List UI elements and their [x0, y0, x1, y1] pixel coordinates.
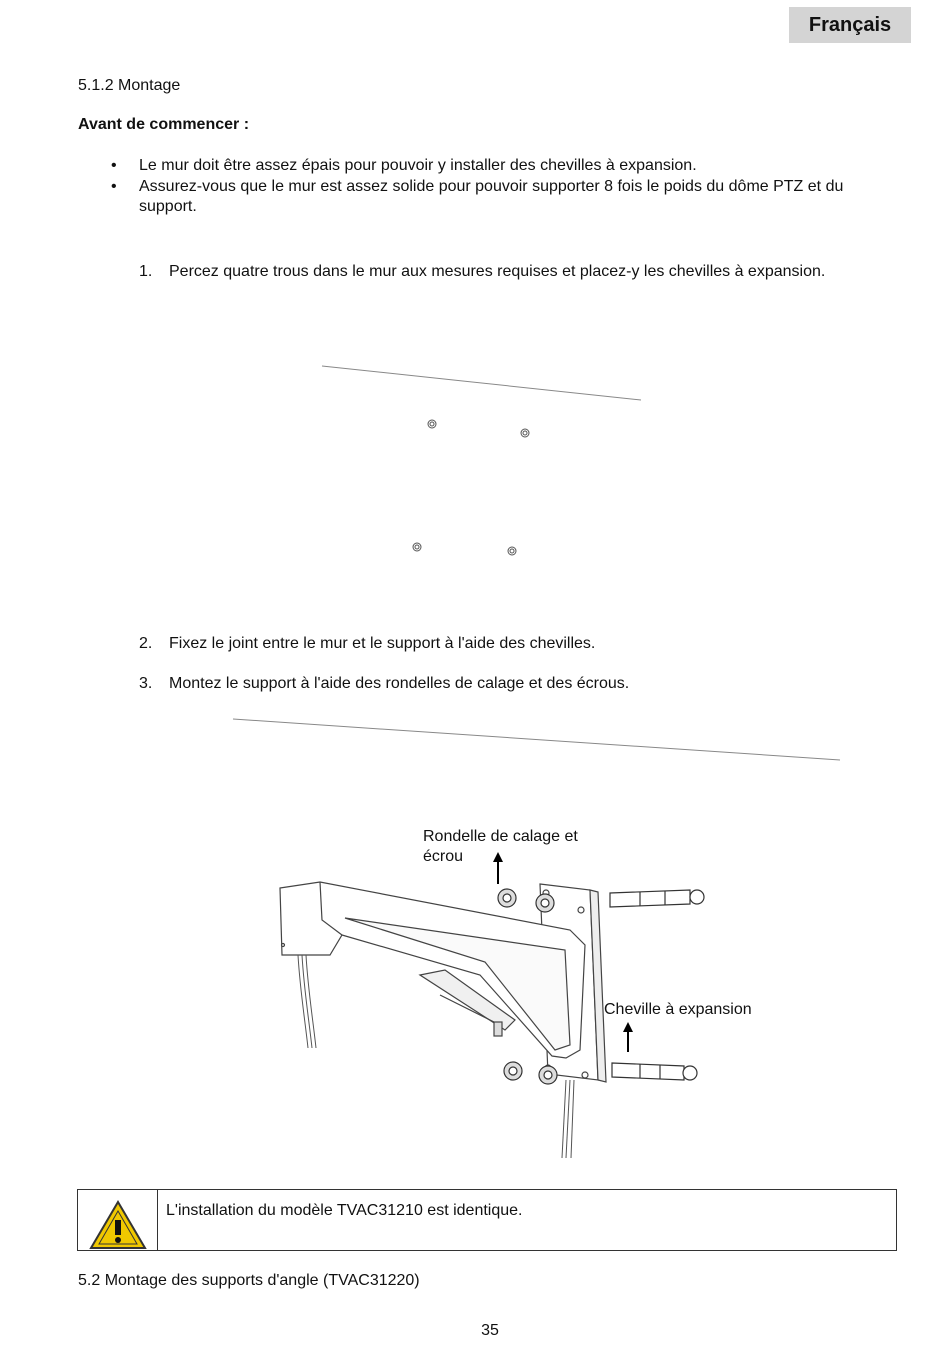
expansion-anchor	[610, 890, 704, 907]
nut-washer	[539, 1066, 557, 1084]
expansion-anchor	[612, 1063, 697, 1080]
step-text: Montez le support à l'aide des rondelles de calage et des écrous.	[169, 675, 630, 692]
washer-nut-label: Rondelle de calage et écrou	[423, 828, 578, 865]
section-title: 5.1.2 Montage	[78, 77, 181, 94]
step-text: Fixez le joint entre le mur et le support à l'aide des chevilles.	[169, 635, 596, 652]
step-number: 2.	[139, 635, 153, 652]
nut-washer	[504, 1062, 522, 1080]
note-box	[77, 1189, 897, 1251]
anchor-label: Cheville à expansion	[604, 1001, 752, 1018]
language-tab: Français	[789, 7, 911, 43]
before-heading: Avant de commencer :	[78, 116, 250, 133]
next-section-title: 5.2 Montage des supports d'angle (TVAC31220)	[78, 1272, 420, 1289]
bullet-item: • Le mur doit être assez épais pour pouvoir y installer des chevilles à expansion.	[139, 156, 899, 176]
warning-icon	[89, 1200, 147, 1250]
bullet-item: • Assurez-vous que le mur est assez solide pour pouvoir supporter 8 fois le poids du dôme PTZ et du support.	[139, 177, 899, 217]
nut-washer	[498, 889, 516, 907]
step-number: 1.	[139, 263, 153, 280]
nut-washer	[536, 894, 554, 912]
page-number: 35	[481, 1322, 499, 1339]
note-icon-cell	[78, 1190, 158, 1250]
step-number: 3.	[139, 675, 153, 692]
step-text: Percez quatre trous dans le mur aux mesures requises et placez-y les chevilles à expansion.	[169, 263, 826, 280]
note-text: L'installation du modèle TVAC31210 est identique.	[166, 1202, 523, 1219]
